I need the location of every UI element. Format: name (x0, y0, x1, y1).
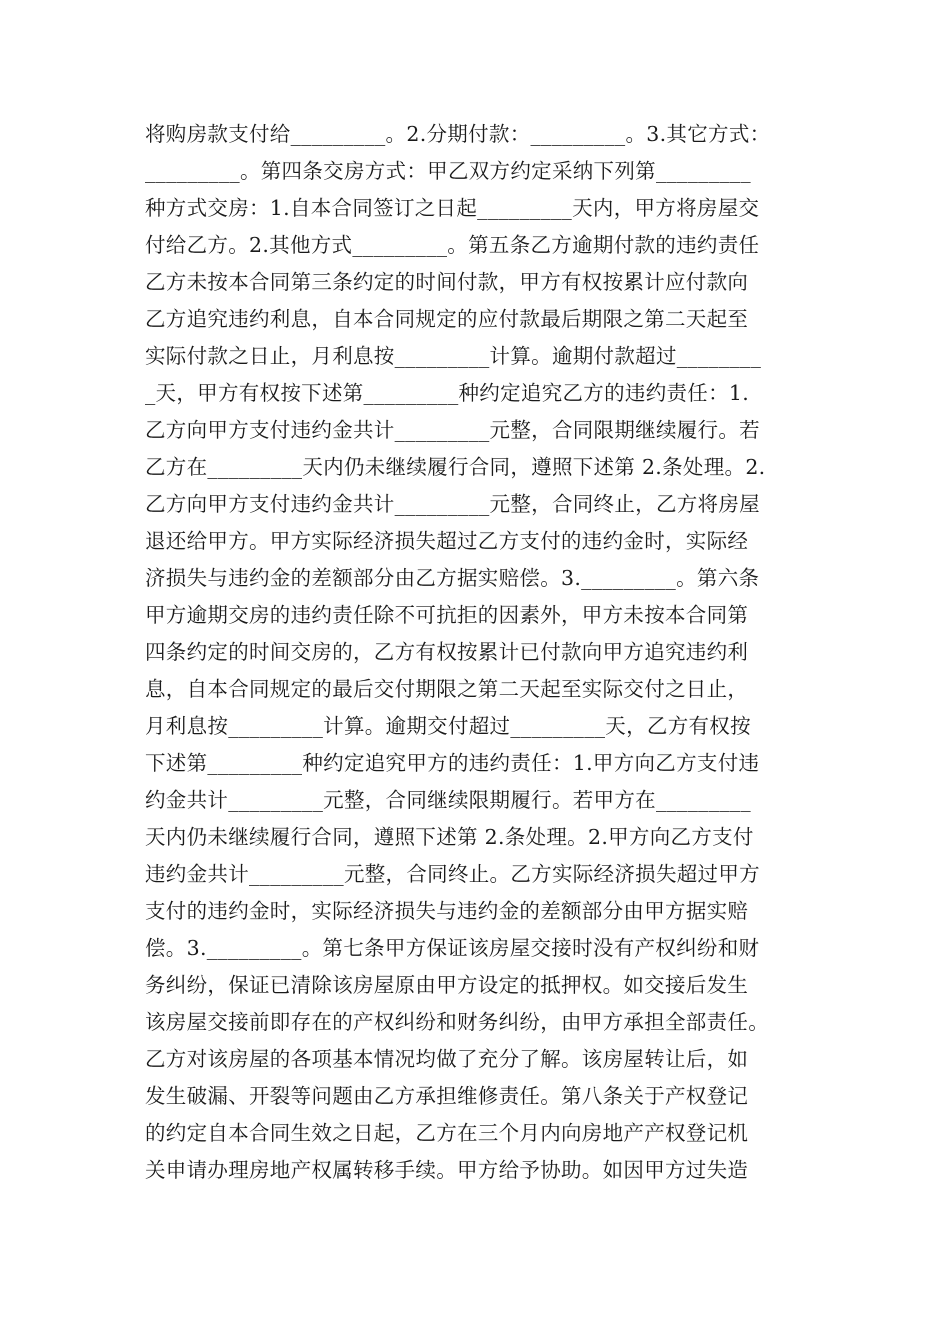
text-line: 的约定自本合同生效之日起，乙方在三个月内向房地产产权登记机 (145, 1121, 749, 1145)
text-line: 发生破漏、开裂等问题由乙方承担维修责任。第八条关于产权登记 (145, 1084, 749, 1108)
text-line: 约金共计_________元整，合同继续限期履行。若甲方在_________ (145, 788, 751, 812)
text-line: 乙方追究违约利息，自本合同规定的应付款最后期限之第二天起至 (145, 307, 749, 331)
text-line: 种方式交房：1.自本合同签订之日起_________天内，甲方将房屋交 (145, 196, 760, 220)
text-line: 济损失与违约金的差额部分由乙方据实赔偿。3._________。第六条 (145, 566, 760, 590)
text-line: 乙方向甲方支付违约金共计_________元整，合同限期继续履行。若 (145, 418, 760, 442)
text-line: 务纠纷，保证已清除该房屋原由甲方设定的抵押权。如交接后发生 (145, 973, 749, 997)
text-line: 甲方逾期交房的违约责任除不可抗拒的因素外，甲方未按本合同第 (145, 603, 749, 627)
contract-body-text (145, 116, 825, 1189)
text-line: _________。第四条交房方式：甲乙双方约定采纳下列第_________ (145, 159, 751, 183)
text-line: 偿。3._________。第七条甲方保证该房屋交接时没有产权纠纷和财 (145, 936, 760, 960)
text-line: 月利息按_________计算。逾期交付超过_________天，乙方有权按 (145, 714, 751, 738)
text-line: 乙方未按本合同第三条约定的时间付款，甲方有权按累计应付款向 (145, 270, 749, 294)
text-line: 下述第_________种约定追究甲方的违约责任：1.甲方向乙方支付违 (145, 751, 760, 775)
text-line: 乙方在_________天内仍未继续履行合同，遵照下述第 2.条处理。2. (145, 455, 766, 479)
text-line: 支付的违约金时，实际经济损失与违约金的差额部分由甲方据实赔 (145, 899, 749, 923)
text-line: 付给乙方。2.其他方式_________。第五条乙方逾期付款的违约责任 (145, 233, 760, 257)
text-line: 违约金共计_________元整，合同终止。乙方实际经济损失超过甲方 (145, 862, 760, 886)
text-line: _天，甲方有权按下述第_________种约定追究乙方的违约责任：1. (145, 381, 750, 405)
text-line: 息，自本合同规定的最后交付期限之第二天起至实际交付之日止， (145, 677, 749, 701)
text-line: 四条约定的时间交房的，乙方有权按累计已付款向甲方追究违约利 (145, 640, 749, 664)
text-line: 乙方向甲方支付违约金共计_________元整，合同终止，乙方将房屋 (145, 492, 760, 516)
text-line: 将购房款支付给_________。2.分期付款：_________。3.其它方式： (145, 122, 771, 146)
text-line: 乙方对该房屋的各项基本情况均做了充分了解。该房屋转让后，如 (145, 1047, 749, 1071)
text-line: 该房屋交接前即存在的产权纠纷和财务纠纷，由甲方承担全部责任。 (145, 1010, 769, 1034)
text-line: 天内仍未继续履行合同，遵照下述第 2.条处理。2.甲方向乙方支付 (145, 825, 754, 849)
text-line: 实际付款之日止，月利息按_________计算。逾期付款超过________ (145, 344, 762, 368)
text-line: 退还给甲方。甲方实际经济损失超过乙方支付的违约金时，实际经 (145, 529, 749, 553)
text-line: 关申请办理房地产权属转移手续。甲方给予协助。如因甲方过失造 (145, 1158, 749, 1182)
